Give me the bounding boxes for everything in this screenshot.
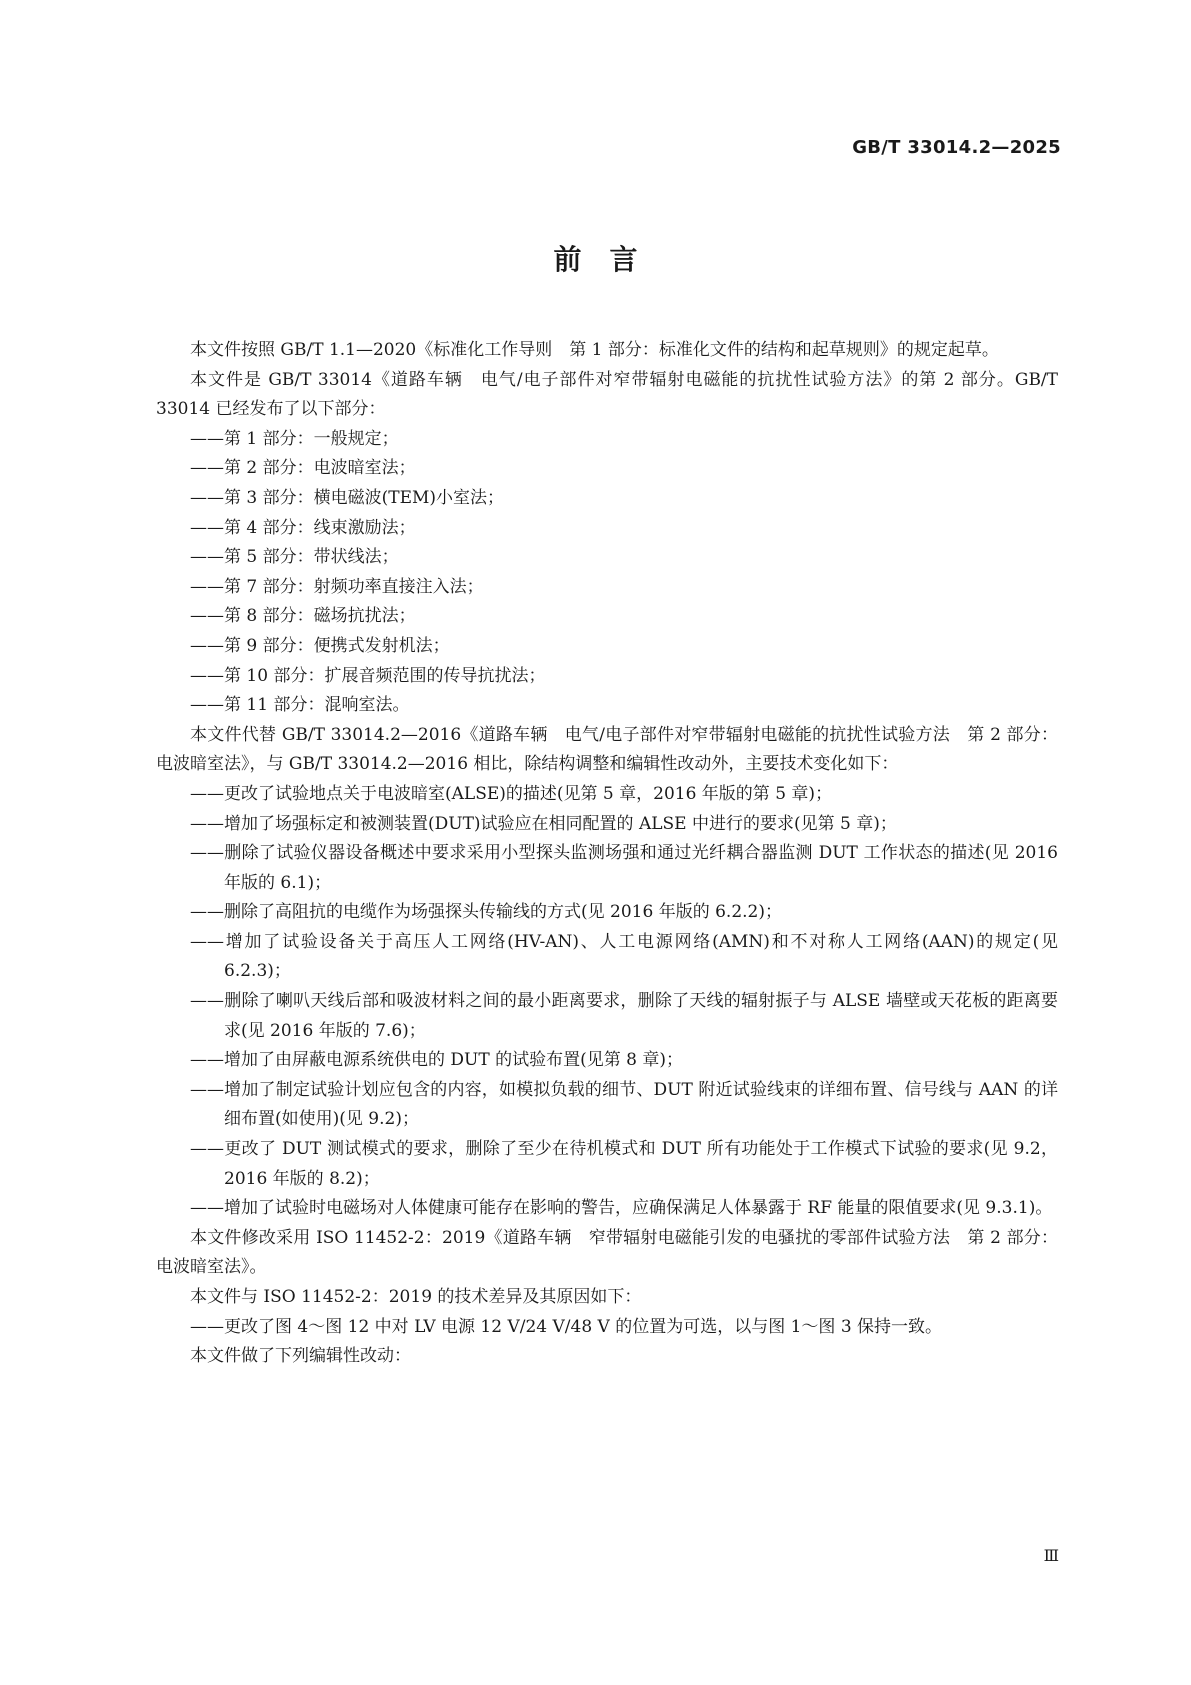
dash-list-item: ——第 3 部分：横电磁波(TEM)小室法； — [190, 487, 505, 508]
paragraph: 本文件代替 GB/T 33014.2—2016《道路车辆 电气/电子部件对窄带辐射电磁能的抗扰性试验方法 第 2 部分：电波暗室法》，与 GB/T 33014.2—2016 相比，除结构调整和编辑性改动外，主要技术变化如下： — [156, 724, 1058, 775]
dash-list-item: ——第 2 部分：电波暗室法； — [190, 458, 416, 479]
dash-list-item: ——增加了场强标定和被测装置(DUT)试验应在相同配置的 ALSE 中进行的要求(见第 5 章)； — [190, 813, 897, 834]
dash-list-item: ——删除了试验仪器设备概述中要求采用小型探头监测场强和通过光纤耦合器监测 DUT 工作状态的描述(见 2016 年版的 6.1)； — [190, 843, 1058, 893]
dash-list-item: ——第 1 部分：一般规定； — [190, 428, 399, 449]
dash-list-item: ——第 10 部分：扩展音频范围的传导抗扰法； — [190, 665, 546, 686]
dash-list-item: ——第 8 部分：磁场抗扰法； — [190, 606, 416, 627]
dash-list-item: ——第 9 部分：便携式发射机法； — [190, 635, 450, 656]
dash-list-item: ——更改了 DUT 测试模式的要求，删除了至少在待机模式和 DUT 所有功能处于工作模式下试验的要求(见 9.2，2016 年版的 8.2)； — [190, 1139, 1058, 1189]
dash-list-item: ——第 7 部分：射频功率直接注入法； — [190, 576, 484, 597]
document-body — [156, 336, 1058, 1372]
dash-list-item: ——第 5 部分：带状线法； — [190, 547, 399, 568]
dash-list-item: ——增加了由屏蔽电源系统供电的 DUT 的试验布置(见第 8 章)； — [190, 1050, 683, 1071]
paragraph: 本文件与 ISO 11452-2：2019 的技术差异及其原因如下： — [190, 1287, 642, 1307]
dash-list-item: ——删除了高阻抗的电缆作为场强探头传输线的方式(见 2016 年版的 6.2.2)； — [190, 902, 782, 923]
paragraph: 本文件做了下列编辑性改动： — [190, 1346, 411, 1367]
dash-list-item: ——增加了制定试验计划应包含的内容，如模拟负载的细节、DUT 附近试验线束的详细布置、信号线与 AAN 的详细布置(如使用)(见 9.2)； — [190, 1079, 1058, 1130]
page-number: Ⅲ — [1043, 1546, 1059, 1565]
dash-list-item: ——删除了喇叭天线后部和吸波材料之间的最小距离要求，删除了天线的辐射振子与 ALSE 墙壁或天花板的距离要求(见 2016 年版的 7.6)； — [190, 991, 1058, 1041]
dash-list-item: ——更改了图 4～图 12 中对 LV 电源 12 V/24 V/48 V 的位置为可选，以与图 1～图 3 保持一致。 — [190, 1316, 943, 1337]
dash-list-item: ——第 4 部分：线束激励法； — [190, 517, 416, 538]
paragraph: 本文件按照 GB/T 1.1—2020《标准化工作导则 第 1 部分：标准化文件的结构和起草规则》的规定起草。 — [190, 340, 999, 360]
paragraph: 本文件是 GB/T 33014《道路车辆 电气/电子部件对窄带辐射电磁能的抗扰性试验方法》的第 2 部分。GB/T 33014 已经发布了以下部分： — [156, 369, 1058, 420]
dash-list-item: ——增加了试验时电磁场对人体健康可能存在影响的警告，应确保满足人体暴露于 RF 能量的限值要求(见 9.3.1)。 — [190, 1198, 1053, 1219]
dash-list-item: ——增加了试验设备关于高压人工网络(HV-AN)、人工电源网络(AMN)和不对称人工网络(AAN)的规定(见 6.2.3)； — [190, 931, 1058, 982]
dash-list-item: ——更改了试验地点关于电波暗室(ALSE)的描述(见第 5 章，2016 年版的第 5 章)； — [190, 783, 833, 804]
page-title: 前 言 — [553, 243, 638, 276]
dash-list-item: ——第 11 部分：混响室法。 — [190, 695, 410, 716]
standard-code: GB/T 33014.2—2025 — [852, 137, 1061, 158]
paragraph: 本文件修改采用 ISO 11452-2：2019《道路车辆 窄带辐射电磁能引发的电骚扰的零部件试验方法 第 2 部分：电波暗室法》。 — [156, 1227, 1058, 1278]
